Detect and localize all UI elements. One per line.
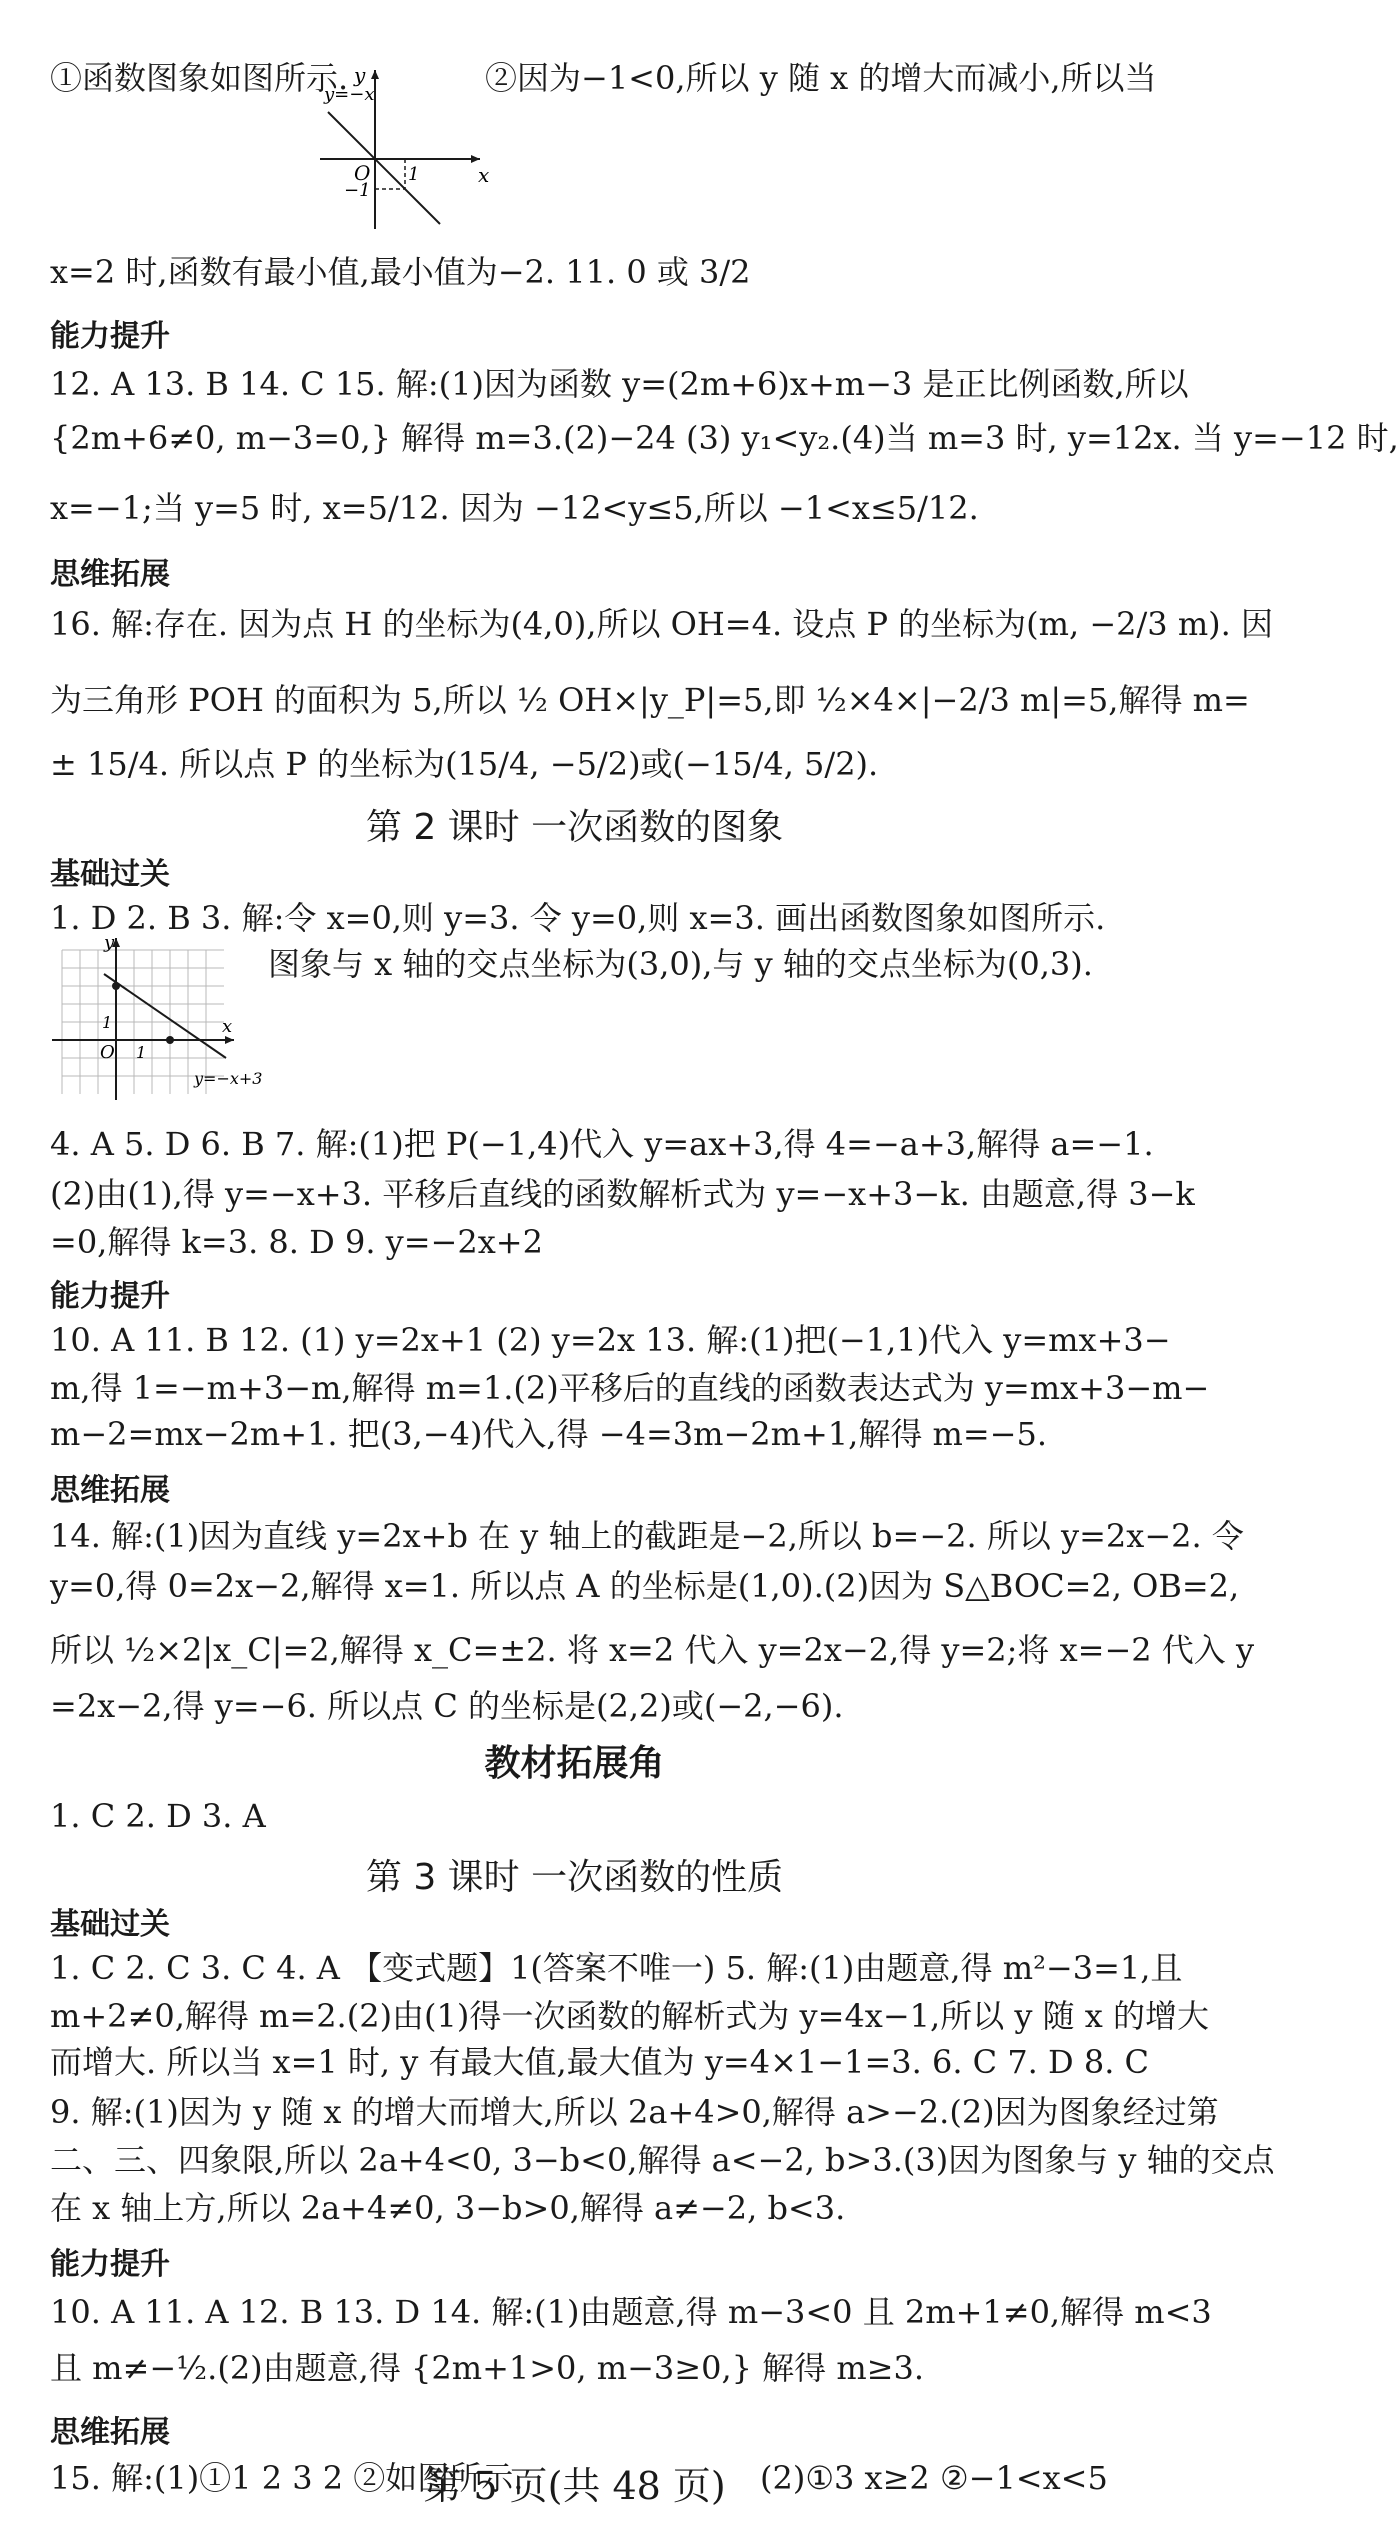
- graph-neg-x-plus-3: [44, 930, 274, 1105]
- section-heading: 基础过关: [50, 1907, 170, 1942]
- answer-line: 14. 解:(1)因为直线 y=2x+b 在 y 轴上的截距是−2,所以 b=−2. 所以 y=2x−2. 令: [50, 1517, 1244, 1555]
- section-heading: 思维拓展: [50, 2415, 170, 2450]
- answer-line: m,得 1=−m+3−m,解得 m=1.(2)平移后的直线的函数表达式为 y=mx+3−m−: [50, 1369, 1210, 1407]
- answer-line: m−2=mx−2m+1. 把(3,−4)代入,得 −4=3m−2m+1,解得 m=−5.: [50, 1415, 1047, 1453]
- answer-line: 在 x 轴上方,所以 2a+4≠0, 3−b>0,解得 a≠−2, b<3.: [50, 2189, 846, 2227]
- answer-line: 图象与 x 轴的交点坐标为(3,0),与 y 轴的交点坐标为(0,3).: [268, 945, 1093, 983]
- y-axis-label: y: [104, 932, 115, 953]
- origin-label: O: [354, 161, 371, 185]
- answer-line: 10. A 11. A 12. B 13. D 14. 解:(1)由题意,得 m−3<0 且 2m+1≠0,解得 m<3: [50, 2293, 1212, 2331]
- answer-line: 二、三、四象限,所以 2a+4<0, 3−b<0,解得 a<−2, b>3.(3)因为图象与 y 轴的交点: [50, 2141, 1275, 2179]
- x-axis-label: x: [222, 1016, 233, 1037]
- section-title: 教材拓展角: [484, 1743, 665, 1784]
- tick-label: 1: [136, 1043, 147, 1062]
- answer-line: x=−1;当 y=5 时, x=5/12. 因为 −12<y≤5,所以 −1<x≤5/12.: [50, 489, 979, 527]
- answer-line: =0,解得 k=3. 8. D 9. y=−2x+2: [50, 1223, 543, 1261]
- tick-label: 1: [102, 1013, 113, 1032]
- tick-label: 1: [408, 164, 420, 185]
- line-label: y=−x: [324, 84, 375, 105]
- answer-line: 1. C 2. C 3. C 4. A 【变式题】1(答案不唯一) 5. 解:(1)由题意,得 m²−3=1,且: [50, 1949, 1183, 1987]
- answer-line: 1. C 2. D 3. A: [50, 1797, 266, 1835]
- answer-line: 16. 解:存在. 因为点 H 的坐标为(4,0),所以 OH=4. 设点 P 的坐标为(m, −2/3 m). 因: [50, 605, 1274, 643]
- section-heading: 能力提升: [50, 1279, 170, 1314]
- section-heading: 思维拓展: [50, 557, 170, 592]
- lesson-title: 第 3 课时 一次函数的性质: [365, 1857, 784, 1898]
- answer-line: (2)①3 x≥2 ②−1<x<5: [760, 2459, 1108, 2497]
- answer-line: 而增大. 所以当 x=1 时, y 有最大值,最大值为 y=4×1−1=3. 6. C 7. D 8. C: [50, 2043, 1150, 2081]
- page-footer: 第 5 页(共 48 页): [423, 2464, 726, 2508]
- answer-line: m+2≠0,解得 m=2.(2)由(1)得一次函数的解析式为 y=4x−1,所以 y 随 x 的增大: [50, 1997, 1210, 2035]
- answer-line: 1. D 2. B 3. 解:令 x=0,则 y=3. 令 y=0,则 x=3. 画出函数图象如图所示.: [50, 899, 1106, 937]
- answer-line: 12. A 13. B 14. C 15. 解:(1)因为函数 y=(2m+6)x+m−3 是正比例函数,所以: [50, 365, 1189, 403]
- answer-line: 且 m≠−½.(2)由题意,得 {2m+1>0, m−3≥0,} 解得 m≥3.: [50, 2349, 925, 2387]
- x-axis-label: x: [478, 163, 490, 187]
- answer-line: (2)由(1),得 y=−x+3. 平移后直线的函数解析式为 y=−x+3−k. 由题意,得 3−k: [50, 1175, 1195, 1213]
- answer-line: y=0,得 0=2x−2,解得 x=1. 所以点 A 的坐标是(1,0).(2)因为 S△BOC=2, OB=2,: [50, 1567, 1240, 1605]
- answer-line: ①函数图象如图所示.: [50, 59, 349, 97]
- answer-line: 为三角形 POH 的面积为 5,所以 ½ OH×|y_P|=5,即 ½×4×|−2/3 m|=5,解得 m=: [50, 681, 1250, 719]
- answer-line: =2x−2,得 y=−6. 所以点 C 的坐标是(2,2)或(−2,−6).: [50, 1687, 844, 1725]
- section-heading: 能力提升: [50, 319, 170, 354]
- answer-line: 15. 解:(1)①1 2 3 2 ②如图所示.: [50, 2459, 524, 2497]
- answer-line: ②因为−1<0,所以 y 随 x 的增大而减小,所以当: [485, 59, 1157, 97]
- answer-line: 所以 ½×2|x_C|=2,解得 x_C=±2. 将 x=2 代入 y=2x−2,得 y=2;将 x=−2 代入 y: [50, 1631, 1255, 1669]
- answer-line: 4. A 5. D 6. B 7. 解:(1)把 P(−1,4)代入 y=ax+3,得 4=−a+3,解得 a=−1.: [50, 1125, 1154, 1163]
- lesson-title: 第 2 课时 一次函数的图象: [365, 807, 784, 848]
- answer-line: 9. 解:(1)因为 y 随 x 的增大而增大,所以 2a+4>0,解得 a>−2.(2)因为图象经过第: [50, 2093, 1219, 2131]
- origin-label: O: [100, 1042, 115, 1063]
- graph-y-neg-x: [310, 64, 490, 234]
- line-label: y=−x+3: [194, 1069, 263, 1088]
- answer-line: ± 15/4. 所以点 P 的坐标为(15/4, −5/2)或(−15/4, 5/2).: [50, 745, 879, 783]
- answer-line: {2m+6≠0, m−3=0,} 解得 m=3.(2)−24 (3) y₁<y₂.(4)当 m=3 时, y=12x. 当 y=−12 时,: [50, 419, 1399, 457]
- section-heading: 基础过关: [50, 857, 170, 892]
- section-heading: 能力提升: [50, 2247, 170, 2282]
- y-axis-label: y: [354, 63, 366, 87]
- answer-line: x=2 时,函数有最小值,最小值为−2. 11. 0 或 3/2: [50, 253, 751, 291]
- section-heading: 思维拓展: [50, 1473, 170, 1508]
- answer-line: 10. A 11. B 12. (1) y=2x+1 (2) y=2x 13. 解:(1)把(−1,1)代入 y=mx+3−: [50, 1321, 1171, 1359]
- tick-label: −1: [344, 180, 371, 201]
